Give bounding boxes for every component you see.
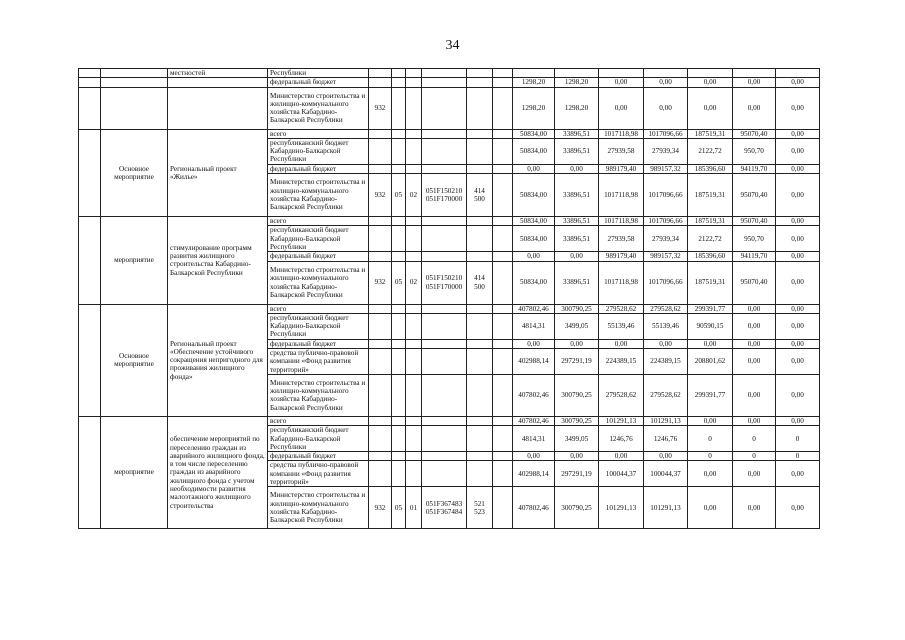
value-cell: 0,00 [688,416,733,425]
source-cell: республиканский бюджет Кабардино-Балкарской Республики [268,426,369,452]
csr-cell: 051F367483 051F367484 [422,487,467,529]
value-cell: 0,00 [776,164,820,173]
value-cell: 208801,62 [688,349,733,375]
value-cell: 0,00 [776,174,820,217]
source-cell: республиканский бюджет Кабардино-Балкарской Республики [268,226,369,252]
value-cell: 101291,13 [644,487,688,529]
table-row [79,129,820,138]
value-cell: 297291,19 [555,461,599,487]
rz-cell: 05 [392,487,406,529]
event-name-cell: стимулирование программ развития жилищного строительства Кабардино-Балкарской Республики [168,217,268,304]
value-cell: 279528,62 [644,304,688,313]
value-cell: 2122,72 [688,226,733,252]
source-cell: средства публично-правовой компании «Фонд развития территорий» [268,349,369,375]
value-cell: 0 [776,426,820,452]
value-cell: 989179,40 [599,252,644,261]
value-cell: 989179,40 [599,164,644,173]
source-cell: Министерство строительства и жилищно-коммунального хозяйства Кабардино-Балкарской Республики [268,487,369,529]
value-cell: 0,00 [644,452,688,461]
value-cell: 0,00 [513,164,555,173]
csr-cell: 051F150210 051F170000 [422,174,467,217]
page-number: 34 [445,38,460,53]
value-cell: 0,00 [599,452,644,461]
vr-cell: 414 500 [467,261,493,304]
value-cell: 50834,00 [513,217,555,226]
table-row [79,304,820,313]
value-cell: 185396,60 [688,164,733,173]
value-cell: 1298,20 [513,87,555,129]
source-cell: Министерство строительства и жилищно-коммунального хозяйства Кабардино-Балкарской Республики [268,374,369,416]
value-cell: 33896,51 [555,174,599,217]
value-cell: 407802,46 [513,416,555,425]
table-row [79,69,820,78]
value-cell: 0,00 [776,339,820,348]
value-cell: 1017096,66 [644,129,688,138]
value-cell: 0,00 [776,374,820,416]
value-cell: 0,00 [733,313,776,339]
value-cell: 989157,32 [644,164,688,173]
value-cell: 0,00 [776,226,820,252]
value-cell: 101291,13 [644,416,688,425]
grbs-cell: 932 [369,261,392,304]
value-cell: 0,00 [776,87,820,129]
event-type-cell: Основное мероприятие [101,129,168,216]
value-cell: 0,00 [555,339,599,348]
source-cell: федеральный бюджет [268,339,369,348]
value-cell: 0,00 [776,138,820,164]
value-cell: 0,00 [776,304,820,313]
value-cell: 0,00 [733,349,776,375]
value-cell: 0,00 [776,217,820,226]
value-cell: 33896,51 [555,138,599,164]
value-cell: 224389,15 [599,349,644,375]
value-cell: 0,00 [733,416,776,425]
value-cell: 4814,31 [513,426,555,452]
value-cell: 1298,20 [555,78,599,87]
value-cell: 50834,00 [513,138,555,164]
value-cell: 0,00 [688,87,733,129]
table-row [79,87,820,129]
table-row [79,78,820,87]
value-cell: 0,00 [776,416,820,425]
event-name-cell: Региональный проект «Жилье» [168,129,268,216]
pr-cell: 02 [406,261,422,304]
value-cell: 279528,62 [644,374,688,416]
value-cell: 402988,14 [513,461,555,487]
value-cell: 950,70 [733,138,776,164]
value-cell: 95070,40 [733,129,776,138]
event-name-cell: обеспечение мероприятий по переселению граждан из аварийного жилищного фонда, в том числе переселению граждан из аварийного жилищного фонда с учетом необходимости развития малоэтажного жилищного строительства [168,416,268,528]
rz-cell: 05 [392,261,406,304]
pr-cell: 01 [406,487,422,529]
value-cell: 1017096,66 [644,261,688,304]
rz-cell: 05 [392,174,406,217]
value-cell: 50834,00 [513,226,555,252]
value-cell: 100044,37 [644,461,688,487]
value-cell: 1017118,98 [599,129,644,138]
value-cell: 187519,31 [688,261,733,304]
value-cell: 402988,14 [513,349,555,375]
value-cell: 94119,70 [733,164,776,173]
value-cell: 300790,25 [555,374,599,416]
table-row [79,217,820,226]
value-cell: 0 [733,452,776,461]
value-cell: 0,00 [644,87,688,129]
value-cell: 950,70 [733,226,776,252]
value-cell: 300790,25 [555,487,599,529]
source-cell: всего [268,217,369,226]
value-cell: 0,00 [733,487,776,529]
value-cell: 0,00 [688,339,733,348]
value-cell: 95070,40 [733,217,776,226]
value-cell: 1017096,66 [644,217,688,226]
value-cell: 407802,46 [513,304,555,313]
value-cell: 95070,40 [733,174,776,217]
value-cell: 0,00 [555,252,599,261]
value-cell: 0,00 [555,452,599,461]
value-cell: 0,00 [644,339,688,348]
value-cell: 33896,51 [555,129,599,138]
value-cell: 1298,20 [555,87,599,129]
value-cell: 0,00 [733,339,776,348]
value-cell: 300790,25 [555,416,599,425]
value-cell: 1017096,66 [644,174,688,217]
value-cell: 94119,70 [733,252,776,261]
value-cell: 407802,46 [513,487,555,529]
value-cell: 0,00 [599,339,644,348]
source-cell: Министерство строительства и жилищно-коммунального хозяйства Кабардино-Балкарской Республики [268,174,369,217]
value-cell: 0,00 [733,78,776,87]
value-cell: 33896,51 [555,217,599,226]
source-cell: республиканский бюджет Кабардино-Балкарской Республики [268,138,369,164]
table-row [79,416,820,425]
grbs-cell: 932 [369,487,392,529]
vr-cell: 521 523 [467,487,493,529]
value-cell: 0,00 [776,78,820,87]
source-cell: всего [268,129,369,138]
value-cell: 0,00 [599,78,644,87]
value-cell: 100044,37 [599,461,644,487]
value-cell: 0,00 [733,304,776,313]
value-cell: 3499,05 [555,313,599,339]
grbs-cell: 932 [369,87,392,129]
value-cell: 0,00 [599,87,644,129]
value-cell: 187519,31 [688,174,733,217]
value-cell: 33896,51 [555,226,599,252]
budget-table [78,68,820,529]
value-cell: 0,00 [513,252,555,261]
source-cell: республиканский бюджет Кабардино-Балкарской Республики [268,313,369,339]
value-cell: 90590,15 [688,313,733,339]
value-cell: 50834,00 [513,174,555,217]
value-cell: 407802,46 [513,374,555,416]
pr-cell: 02 [406,174,422,217]
value-cell: 55139,46 [644,313,688,339]
source-cell: Республики [268,69,369,78]
value-cell: 0,00 [555,164,599,173]
value-cell: 187519,31 [688,217,733,226]
value-cell: 0,00 [733,87,776,129]
value-cell: 0,00 [776,313,820,339]
value-cell: 0,00 [644,78,688,87]
event-name-cell: Региональный проект «Обеспечение устойчивого сокращения непригодного для проживания жилищного фонда» [168,304,268,416]
value-cell: 55139,46 [599,313,644,339]
grbs-cell: 932 [369,174,392,217]
source-cell: Министерство строительства и жилищно-коммунального хозяйства Кабардино-Балкарской Республики [268,261,369,304]
value-cell: 185396,60 [688,252,733,261]
value-cell: 279528,62 [599,304,644,313]
value-cell: 1298,20 [513,78,555,87]
value-cell: 27939,58 [599,138,644,164]
value-cell: 50834,00 [513,129,555,138]
value-cell: 0,00 [688,461,733,487]
value-cell: 300790,25 [555,304,599,313]
value-cell: 297291,19 [555,349,599,375]
event-type-cell: Основное мероприятие [101,304,168,416]
value-cell: 27939,34 [644,226,688,252]
event-name-cell: местностей [168,69,268,78]
value-cell: 33896,51 [555,261,599,304]
value-cell: 224389,15 [644,349,688,375]
value-cell: 0,00 [776,129,820,138]
value-cell: 1246,76 [644,426,688,452]
value-cell: 95070,40 [733,261,776,304]
value-cell: 0,00 [733,461,776,487]
value-cell: 187519,31 [688,129,733,138]
value-cell: 0,00 [733,374,776,416]
value-cell: 989157,32 [644,252,688,261]
value-cell: 0 [733,426,776,452]
value-cell: 0,00 [776,349,820,375]
value-cell: 0 [776,452,820,461]
value-cell: 279528,62 [599,374,644,416]
source-cell: всего [268,304,369,313]
event-type-cell: мероприятие [101,416,168,528]
value-cell: 27939,34 [644,138,688,164]
value-cell: 299391,77 [688,374,733,416]
source-cell: Министерство строительства и жилищно-коммунального хозяйства Кабардино-Балкарской Республики [268,87,369,129]
value-cell: 1017118,98 [599,174,644,217]
value-cell: 0,00 [776,487,820,529]
value-cell: 0,00 [513,339,555,348]
value-cell: 4814,31 [513,313,555,339]
csr-cell: 051F150210 051F170000 [422,261,467,304]
value-cell: 0,00 [776,261,820,304]
event-type-cell: мероприятие [101,217,168,304]
value-cell: 101291,13 [599,416,644,425]
value-cell: 0,00 [513,452,555,461]
value-cell: 299391,77 [688,304,733,313]
value-cell: 0 [688,452,733,461]
value-cell: 0 [688,426,733,452]
value-cell: 50834,00 [513,261,555,304]
value-cell: 1246,76 [599,426,644,452]
value-cell: 1017118,98 [599,217,644,226]
value-cell: 1017118,98 [599,261,644,304]
value-cell: 0,00 [776,252,820,261]
value-cell: 3499,05 [555,426,599,452]
value-cell: 27939,58 [599,226,644,252]
source-cell: федеральный бюджет [268,164,369,173]
value-cell: 0,00 [688,78,733,87]
source-cell: федеральный бюджет [268,452,369,461]
source-cell: федеральный бюджет [268,252,369,261]
value-cell: 2122,72 [688,138,733,164]
value-cell: 0,00 [776,461,820,487]
source-cell: всего [268,416,369,425]
vr-cell: 414 500 [467,174,493,217]
value-cell: 101291,13 [599,487,644,529]
source-cell: федеральный бюджет [268,78,369,87]
source-cell: средства публично-правовой компании «Фонд развития территорий» [268,461,369,487]
value-cell: 0,00 [688,487,733,529]
